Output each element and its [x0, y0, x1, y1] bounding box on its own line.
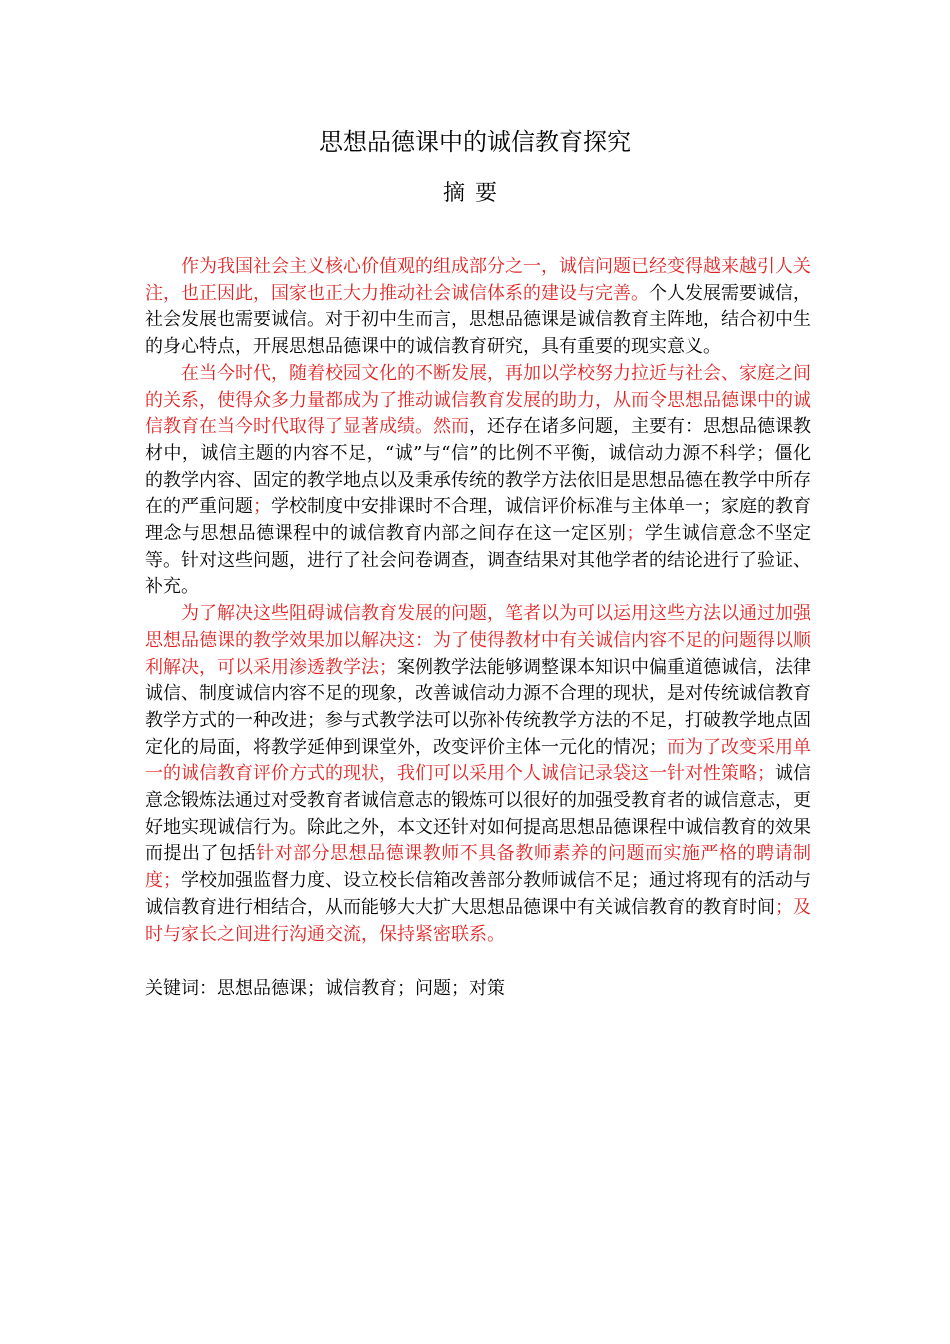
text-run: ；及时与家长之间进行沟通交流，保持紧密联系。: [145, 896, 811, 945]
text-run: 在当今时代，随着校园文化的不断发展，再加以学校努力拉近与社会、家庭之间的关系，使得众多力量都成为了推动诚信教育发展的助力，从而令思想品德课中的诚信教育在当今时代取得了显著成绩。然而: [145, 362, 811, 438]
text-run: 为了解决这些阻碍诚信教育发展的问题，笔者以为可以运用这些方法以通过加强思想品德课的教学效果加以解决这：为了使得教材中有关诚信内容不足的问题得以顺利解决，可以采用渗透教学法；: [145, 603, 811, 678]
abstract-paragraph-1: [145, 254, 811, 361]
document-title: 思想品德课中的诚信教育探究: [319, 128, 631, 156]
text-run: 学校制度中安排课时不合理，诚信评价标准与主体单一；家庭的教育理念与思想品德课程中的诚信教育内部之间存在这一定区别: [145, 496, 811, 545]
text-run: 诚信意念锻炼法通过对受教育者诚信意志的锻炼可以很好的加强受教育者的诚信意志，更好地实现诚信行为。除此之外，本文还针对如何提高思想品德课程中诚信教育的效果而提出了包括: [145, 763, 811, 865]
abstract-paragraph-3: [145, 601, 811, 948]
text-run: ，还存在诸多问题，主要有：思想品德课教材中，诚信主题的内容不足，“诚”与“信”的比例不平衡，诚信动力源不科学；僵化的教学内容、固定的教学地点以及秉承传统的教学方法依旧是思想品德在教学中所存在的严重问题: [145, 416, 811, 518]
text-run: ；: [253, 496, 271, 518]
text-run: 案例教学法能够调整课本知识中偏重道德诚信，法律诚信、制度诚信内容不足的现象，改善诚信动力源不合理的现状，是对传统诚信教育教学方式的一种改进；参与式教学法可以弥补传统教学方法的不足，打破教学地点固定化的局面，将教学延伸到课堂外，改变评价主体一元化的情况；: [145, 656, 811, 758]
text-run: 学校加强监督力度、设立校长信箱改善部分教师诚信不足；通过将现有的活动与诚信教育进行相结合，从而能够大大扩大思想品德课中有关诚信教育的教育时间: [145, 870, 811, 918]
abstract-body: [145, 254, 811, 948]
text-run: 针对部分思想品德课教师不具备教师素养的问题而实施严格的聘请制度；: [145, 843, 812, 892]
text-run: 而为了改变采用单一的诚信教育评价方式的现状，我们可以采用个人诚信记录袋这一针对性策略；: [145, 736, 811, 785]
abstract-heading: 摘要: [442, 181, 507, 206]
abstract-paragraph-2: [145, 361, 811, 601]
keywords-line: 关键词：思想品德课；诚信教育；问题；对策: [145, 978, 505, 999]
text-run: 学生诚信意念不坚定等。针对这些问题，进行了社会问卷调查，调查结果对其他学者的结论进行了验证、补充。: [145, 523, 812, 598]
text-run: 个人发展需要诚信，社会发展也需要诚信。对于初中生而言，思想品德课是诚信教育主阵地，结合初中生的身心特点，开展思想品德课中的诚信教育研究，具有重要的现实意义。: [145, 282, 811, 358]
text-run: 作为我国社会主义核心价值观的组成部分之一，诚信问题已经变得越来越引人关注，也正因此，国家也正大力推动社会诚信体系的建设与完善。: [145, 256, 811, 304]
text-run: ；: [626, 523, 645, 545]
